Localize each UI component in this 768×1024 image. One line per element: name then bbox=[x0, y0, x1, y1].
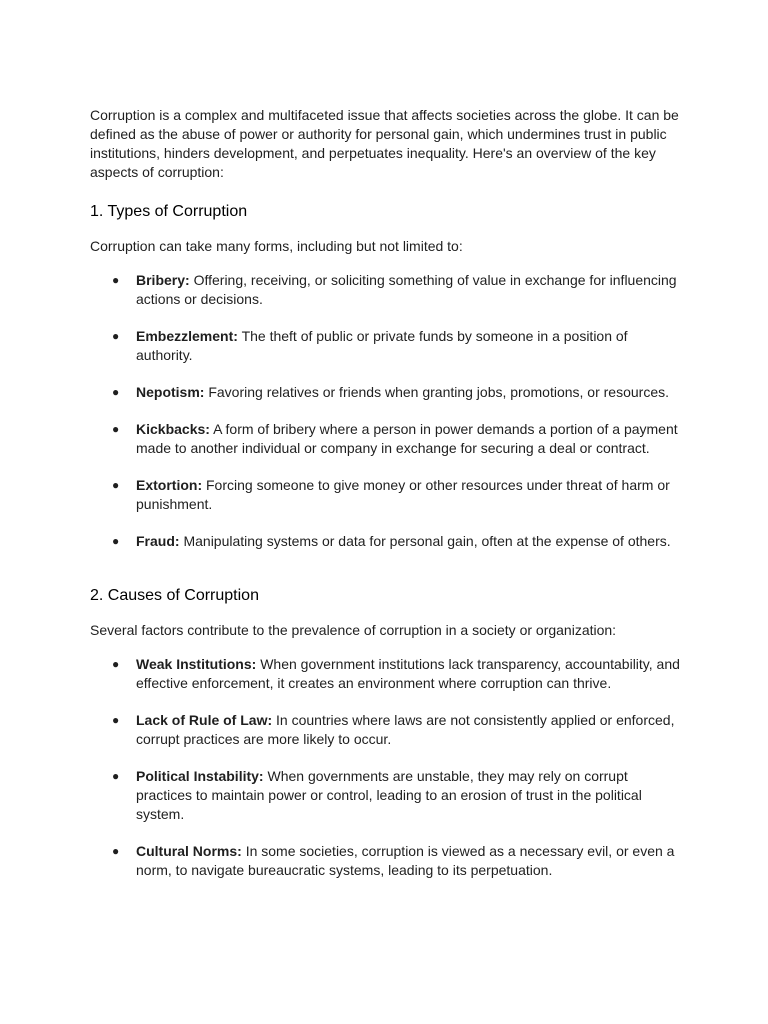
list-item bbox=[90, 383, 680, 402]
list-item-text: In some societies, corruption is viewed as a necessary evil, or even a norm, to navigate bureaucratic systems, leading to its perpetuation. bbox=[136, 843, 675, 878]
list-item-text: Favoring relatives or friends when granting jobs, promotions, or resources. bbox=[208, 384, 670, 400]
list-item-term: Embezzlement: bbox=[136, 328, 238, 344]
section-heading-causes: 2. Causes of Corruption bbox=[90, 587, 259, 604]
bullet-icon: ● bbox=[112, 273, 120, 287]
list-item-text: Forcing someone to give money or other resources under threat of harm or punishment. bbox=[136, 477, 670, 512]
list-item-text: A form of bribery where a person in power demands a portion of a payment made to another individual or company in exchange for securing a deal or contract. bbox=[136, 421, 678, 456]
list-item-term: Bribery: bbox=[136, 272, 190, 288]
document-page bbox=[90, 106, 680, 880]
section-lead-types: Corruption can take many forms, including but not limited to: bbox=[90, 238, 463, 254]
list-item-text: The theft of public or private funds by someone in a position of authority. bbox=[136, 328, 628, 363]
list-item bbox=[90, 655, 680, 693]
list-item bbox=[90, 327, 680, 365]
list-item-term: Cultural Norms: bbox=[136, 843, 242, 859]
list-item-term: Nepotism: bbox=[136, 384, 205, 400]
bullet-icon: ● bbox=[112, 385, 120, 399]
list-item-text: Manipulating systems or data for personal gain, often at the expense of others. bbox=[183, 533, 671, 549]
section-heading-types: 1. Types of Corruption bbox=[90, 203, 248, 220]
list-item bbox=[90, 476, 680, 514]
bullet-icon: ● bbox=[112, 844, 120, 858]
list-item-text: When government institutions lack transparency, accountability, and effective enforcement, it creates an environment where corruption can thrive. bbox=[136, 656, 680, 691]
intro-paragraph: Corruption is a complex and multifaceted issue that affects societies across the globe. It can be defined as the abuse of power or authority for personal gain, which undermines trust in public institutions, hinders development, and perpetuates inequality. Here's an overview of the key aspects of corruption: bbox=[90, 107, 679, 180]
section-lead-causes: Several factors contribute to the prevalence of corruption in a society or organization: bbox=[90, 622, 617, 638]
list-item-text: Offering, receiving, or soliciting something of value in exchange for influencing actions or decisions. bbox=[136, 272, 677, 307]
list-item-term: Fraud: bbox=[136, 533, 180, 549]
list-item-term: Lack of Rule of Law: bbox=[136, 712, 273, 728]
types-list bbox=[90, 271, 680, 551]
bullet-icon: ● bbox=[112, 422, 120, 436]
bullet-icon: ● bbox=[112, 657, 120, 671]
list-item-text: In countries where laws are not consistently applied or enforced, corrupt practices are more likely to occur. bbox=[136, 712, 675, 747]
bullet-icon: ● bbox=[112, 534, 120, 548]
list-item-term: Weak Institutions: bbox=[136, 656, 257, 672]
list-item-term: Political Instability: bbox=[136, 768, 264, 784]
list-item bbox=[90, 271, 680, 309]
bullet-icon: ● bbox=[112, 769, 120, 783]
causes-list bbox=[90, 655, 680, 880]
list-item bbox=[90, 420, 680, 458]
bullet-icon: ● bbox=[112, 713, 120, 727]
bullet-icon: ● bbox=[112, 478, 120, 492]
list-item-term: Extortion: bbox=[136, 477, 203, 493]
list-item bbox=[90, 532, 680, 551]
bullet-icon: ● bbox=[112, 329, 120, 343]
list-item-term: Kickbacks: bbox=[136, 421, 210, 437]
list-item bbox=[90, 767, 680, 824]
list-item bbox=[90, 711, 680, 749]
list-item-text: When governments are unstable, they may rely on corrupt practices to maintain power or control, leading to an erosion of trust in the political system. bbox=[136, 768, 642, 822]
list-item bbox=[90, 842, 680, 880]
